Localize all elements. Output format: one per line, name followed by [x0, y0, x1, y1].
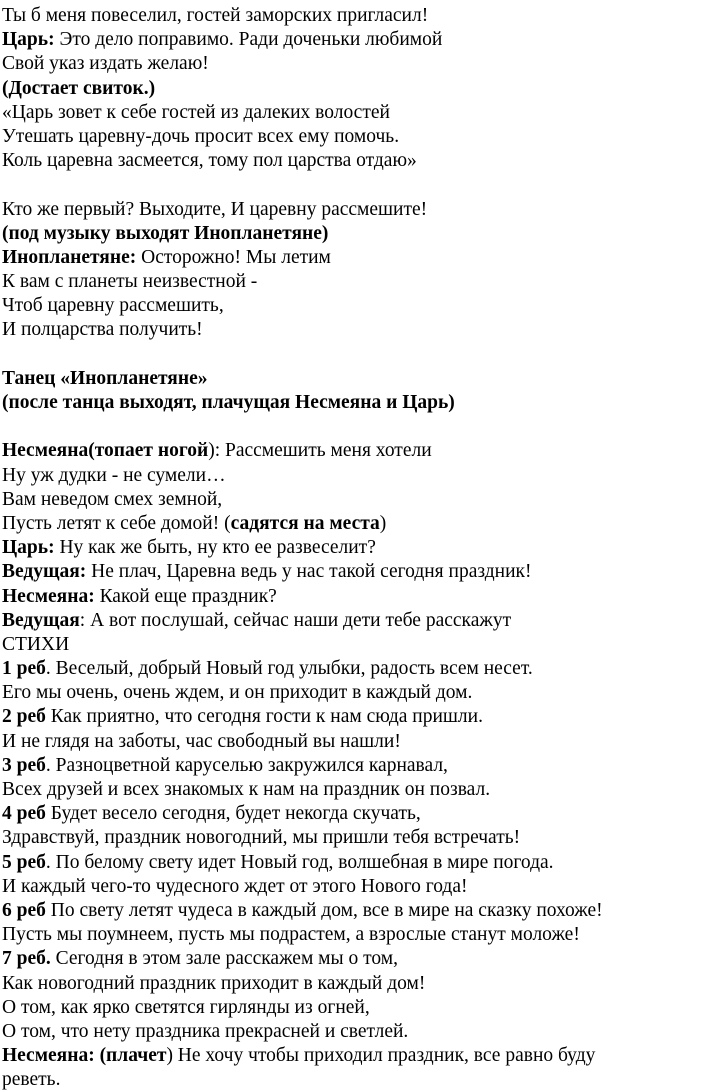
line-text: Осторожно! Мы летим [136, 246, 331, 268]
text-line: Его мы очень, очень ждем, и он приходит в каждый дом. [2, 682, 473, 704]
speaker-name: Ведущая: [2, 561, 87, 583]
text-line: И полцарства получить! [2, 319, 203, 341]
text-line [2, 439, 704, 463]
speaker-name: 1 реб [2, 658, 46, 680]
speaker-name: 3 реб [2, 754, 46, 776]
stage-direction: (плачет [94, 1045, 167, 1067]
text-line [2, 657, 704, 681]
line-text: Сегодня в этом зале расскажем мы о том, [50, 948, 398, 970]
line-text: Какой еще праздник? [94, 585, 277, 607]
line-text: : А вот послушай, сейчас наши дети тебе расскажут [79, 609, 512, 631]
line-text: . Разноцветной каруселью закружился карнавал, [45, 754, 448, 776]
speaker-name: Инопланетяне: [2, 246, 137, 268]
section-heading: Танец «Инопланетяне» [2, 367, 208, 389]
line-text: Пусть летят к себе домой! ( [2, 512, 231, 534]
text-line: К вам с планеты неизвестной - [2, 271, 258, 293]
line-text: Не плач, Царевна ведь у нас такой сегодня праздник! [86, 561, 532, 583]
line-text: ) [379, 512, 387, 534]
blank-line [2, 173, 704, 197]
text-line: Свой указ издать желаю! [2, 53, 209, 75]
text-line: Вам неведом смех земной, [2, 488, 223, 510]
text-line: Пусть мы поумнеем, пусть мы подрастем, а взрослые станут моложе! [2, 924, 580, 946]
text-line [2, 536, 704, 560]
text-line [2, 609, 704, 633]
stage-direction: садятся на места [230, 512, 380, 534]
text-line: И не глядя на заботы, час свободный вы нашли! [2, 730, 401, 752]
text-line: Как новогодний праздник приходит в каждый дом! [2, 972, 426, 994]
speaker-name: 2 реб [2, 706, 46, 728]
text-line: О том, что нету праздника прекрасней и светлей. [2, 1020, 409, 1042]
speaker-name: Несмеяна: [2, 1045, 95, 1067]
text-line: Ты б меня повеселил, гостей заморских пригласил! [2, 5, 429, 26]
blank-line [2, 343, 704, 367]
text-line: Здравствуй, праздник новогодний, мы пришли тебя встречать! [2, 827, 521, 849]
text-line [2, 754, 704, 778]
speaker-name: Царь: [2, 29, 55, 51]
speaker-name: Царь: [2, 537, 55, 559]
text-line [2, 560, 704, 584]
text-line [2, 802, 704, 826]
line-text: ): Рассмешить меня хотели [208, 440, 432, 462]
text-line: О том, как ярко светятся гирлянды из огней, [2, 996, 370, 1018]
speaker-name: 7 реб. [2, 948, 51, 970]
stage-direction: (Достает свиток.) [2, 77, 156, 99]
text-line [2, 585, 704, 609]
text-line: реветь. [2, 1069, 61, 1091]
text-line: Кто же первый? Выходите, И царевну рассмешите! [2, 198, 428, 220]
text-line [2, 947, 704, 971]
text-line [2, 705, 704, 729]
text-line [2, 28, 704, 52]
text-line: Чтоб царевну рассмешить, [2, 295, 224, 317]
text-line: Всех друзей и всех знакомых к нам на праздник он позвал. [2, 779, 491, 800]
line-text: . Веселый, добрый Новый год улыбки, радость всем несет. [45, 658, 533, 680]
blank-line [2, 415, 704, 439]
text-line [2, 512, 704, 536]
line-text: Ну как же быть, ну кто ее развеселит? [54, 537, 376, 559]
speaker-name: Несмеяна: [2, 585, 95, 607]
line-text: ) Не хочу чтобы приходил праздник, все равно буду [166, 1045, 596, 1067]
speaker-name: Ведущая [2, 609, 80, 631]
line-text: По свету летят чудеса в каждый дом, все в мире на сказку похоже! [45, 899, 603, 921]
speaker-name: 6 реб [2, 899, 46, 921]
text-line [2, 851, 704, 875]
text-line: Коль царевна засмеется, тому пол царства отдаю» [2, 150, 417, 172]
speaker-name: Несмеяна [2, 440, 89, 462]
text-line [2, 1044, 704, 1068]
text-line: Ну уж дудки - не сумели… [2, 464, 226, 486]
line-text: Это дело поправимо. Ради доченьки любимой [54, 29, 443, 51]
speaker-name: 4 реб [2, 803, 46, 825]
text-line: СТИХИ [2, 633, 70, 655]
stage-direction: (топает ногой [88, 440, 209, 462]
line-text: Будет весело сегодня, будет некогда скучать, [45, 803, 421, 825]
line-text: Как приятно, что сегодня гости к нам сюда пришли. [45, 706, 483, 728]
speaker-name: 5 реб [2, 851, 46, 873]
line-text: . По белому свету идет Новый год, волшебная в мире погода. [45, 851, 554, 873]
text-line: И каждый чего-то чудесного ждет от этого Нового года! [2, 875, 468, 897]
stage-direction: (после танца выходят, плачущая Несмеяна и Царь) [2, 392, 455, 413]
text-line: Утешать царевну-дочь просит всех ему помочь. [2, 125, 400, 147]
text-line: «Царь зовет к себе гостей из далеких волостей [2, 101, 390, 123]
stage-direction: (под музыку выходят Инопланетяне) [2, 222, 329, 244]
text-line [2, 246, 704, 270]
text-line [2, 899, 704, 923]
